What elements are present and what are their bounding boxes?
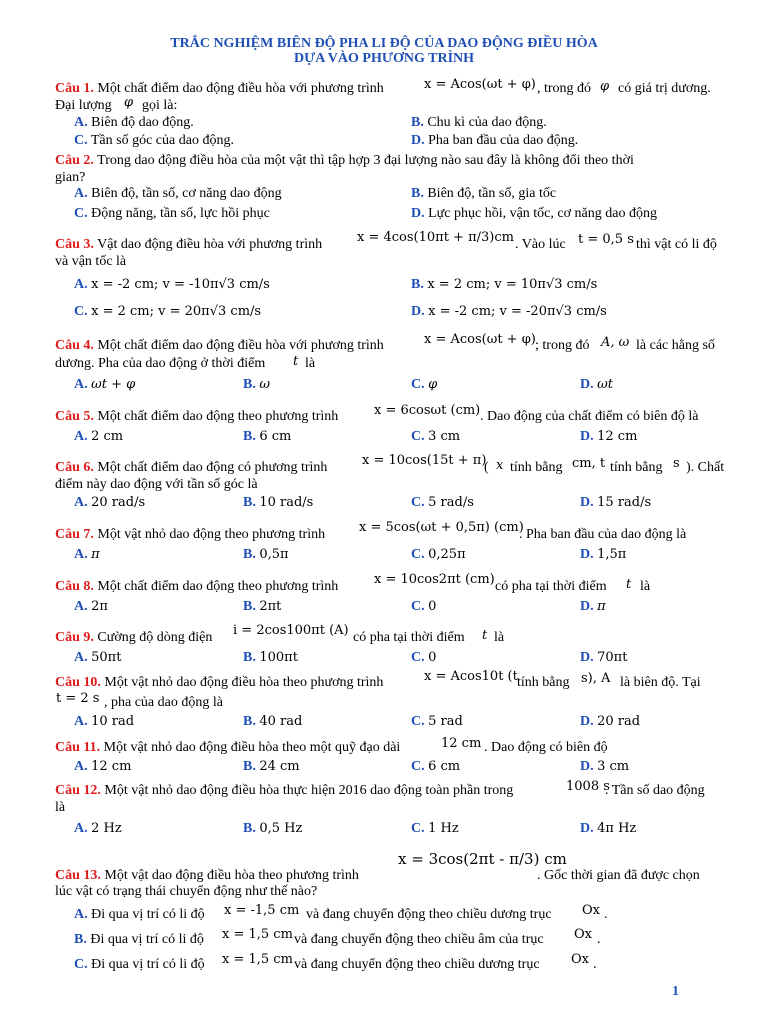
equation: x = -1,5 cm: [224, 903, 300, 918]
option-c: C. 0: [411, 599, 437, 614]
option-c: C. 0: [411, 650, 437, 665]
equation: x = 4cos(10πt + π/3)cm: [357, 230, 514, 245]
question-text: là: [640, 579, 651, 594]
option-b: B. 100πt: [243, 650, 298, 665]
option-text: và đang chuyển động theo chiều dương trục: [306, 907, 552, 922]
question-3: Câu 3. Vật dao động điều hòa với phương trình: [55, 237, 323, 252]
option-c: C. 5 rad: [411, 714, 463, 729]
equation: A, ω: [601, 335, 630, 350]
equation: x = 5cos(ωt + 0,5π) (cm): [359, 520, 524, 535]
option-c: C. 5 rad/s: [411, 495, 474, 510]
question-text: và vận tốc là: [55, 254, 127, 269]
option-b: B. Biên độ, tần số, gia tốc: [411, 186, 557, 201]
option-d: D. 70πt: [580, 650, 628, 665]
equation: x = 10cos(15t + π): [362, 453, 487, 468]
option-d: D. 4π Hz: [580, 821, 637, 836]
question-8: Câu 8. Một chất điểm dao động theo phương trình: [55, 579, 339, 594]
option-b: B. x = 2 cm; v = 10π√3 cm/s: [411, 277, 598, 292]
question-text: . Tần số dao động: [605, 783, 705, 798]
option-b: B. 2πt: [243, 599, 282, 614]
question-10: Câu 10. Một vật nhỏ dao động điều hòa theo phương trình: [55, 675, 384, 690]
option-b: B. ω: [243, 377, 270, 392]
question-1: [55, 80, 384, 97]
question-4: Câu 4. Một chất điểm dao động điều hòa với phương trình: [55, 338, 384, 353]
option-d: D. 20 rad: [580, 714, 641, 729]
equation: s: [673, 456, 680, 471]
document-subtitle: DỰA VÀO PHƯƠNG TRÌNH: [293, 51, 475, 66]
question-text: . Dao động của chất điểm có biên độ là: [480, 409, 699, 424]
option-c: C. 3 cm: [411, 429, 461, 444]
option-c: C. Động năng, tần số, lực hồi phục: [74, 206, 270, 221]
option-d: D. Pha ban đầu của dao động.: [411, 133, 579, 148]
question-text: ). Chất: [686, 460, 725, 475]
equation: s), A: [581, 671, 611, 686]
option-d: D. Lực phục hồi, vận tốc, cơ năng dao động: [411, 206, 657, 221]
question-text: . Dao động có biên độ: [484, 740, 608, 755]
question-text: thì vật có li độ: [636, 237, 717, 252]
question-13: Câu 13. Một vật dao động điều hòa theo phương trình: [55, 868, 359, 883]
option-a: A. 2 Hz: [74, 821, 122, 836]
document-title: TRẮC NGHIỆM BIÊN ĐỘ PHA LI ĐỘ CỦA DAO ĐỘNG ĐIỀU HÒA: [170, 36, 598, 51]
question-label: Câu 1.: [55, 81, 94, 96]
option-a: A. 10 rad: [74, 714, 135, 729]
question-text: là các hằng số: [636, 338, 715, 353]
equation: x = 1,5 cm: [222, 927, 293, 942]
question-text: , pha của dao động là: [104, 695, 223, 710]
question-2: Câu 2. Trong dao động điều hòa của một vật thì tập hợp 3 đại lượng nào sau đây là không đổi theo thời: [55, 153, 634, 168]
question-text: Đại lượng: [55, 98, 112, 113]
option-d: D. x = -2 cm; v = -20π√3 cm/s: [411, 304, 607, 319]
option-a: A. ωt + φ: [74, 377, 136, 392]
option-b: B. Đi qua vị trí có li độ: [74, 932, 204, 947]
question-6: Câu 6. Một chất điểm dao động có phương trình: [55, 460, 328, 475]
option-b: B. 40 rad: [243, 714, 303, 729]
option-a: A. 50πt: [74, 650, 122, 665]
option-a: A. x = -2 cm; v = -10π√3 cm/s: [74, 277, 270, 292]
option-a: A. Đi qua vị trí có li độ: [74, 907, 205, 922]
equation: Ox: [574, 927, 592, 942]
question-text: là: [305, 356, 316, 371]
option-c: C. 0,25π: [411, 547, 466, 562]
option-c: C. x = 2 cm; v = 20π√3 cm/s: [74, 304, 262, 319]
option-a: A. Biên độ dao động.: [74, 115, 194, 130]
option-d: D. π: [580, 599, 606, 614]
option-b: B. 10 rad/s: [243, 495, 314, 510]
equation: cm, t: [572, 456, 606, 471]
equation: x = 10cos2πt (cm): [374, 572, 495, 587]
option-text: và đang chuyển động theo chiều âm của trục: [294, 932, 544, 947]
option-b: B. 0,5π: [243, 547, 289, 562]
question-12: Câu 12. Một vật nhỏ dao động điều hòa thực hiện 2016 dao động toàn phần trong: [55, 783, 514, 798]
equation: i = 2cos100πt (A): [233, 623, 349, 638]
question-text: là: [494, 630, 505, 645]
question-text: có pha tại thời điểm: [495, 579, 607, 594]
page-number: 1: [672, 984, 679, 999]
option-text: .: [597, 932, 601, 947]
option-a: A. 12 cm: [74, 759, 132, 774]
option-d: D. 12 cm: [580, 429, 638, 444]
option-d: D. ωt: [580, 377, 613, 392]
question-text: là: [55, 800, 66, 815]
question-text: gọi là:: [142, 98, 178, 113]
equation: Ox: [571, 952, 589, 967]
question-9: Câu 9. Cường độ dòng điện: [55, 630, 213, 645]
question-text: lúc vật có trạng thái chuyển động như thế nào?: [55, 884, 318, 899]
option-b: B. 6 cm: [243, 429, 292, 444]
equation: φ: [124, 95, 134, 110]
equation: x = Acos10t (t: [424, 669, 518, 684]
option-c: C. Đi qua vị trí có li độ: [74, 957, 205, 972]
option-b: B. 24 cm: [243, 759, 300, 774]
equation: x = 3cos(2πt - π/3) cm: [398, 850, 567, 868]
option-d: D. 3 cm: [580, 759, 630, 774]
option-b: B. 0,5 Hz: [243, 821, 303, 836]
equation: φ: [600, 79, 610, 94]
question-text: điểm này dao động với tần số góc là: [55, 477, 258, 492]
option-d: D. 15 rad/s: [580, 495, 652, 510]
question-7: Câu 7. Một vật nhỏ dao động theo phương trình: [55, 527, 326, 542]
option-text: .: [604, 907, 608, 922]
option-a: A. Biên độ, tần số, cơ năng dao động: [74, 186, 282, 201]
equation: 1008 s: [566, 779, 610, 794]
option-c: C. φ: [411, 377, 438, 392]
option-a: A. 2 cm: [74, 429, 124, 444]
option-c: C. Tần số góc của dao động.: [74, 133, 234, 148]
equation: x: [496, 458, 504, 473]
option-d: D. 1,5π: [580, 547, 627, 562]
option-a: A. 20 rad/s: [74, 495, 146, 510]
question-11: Câu 11. Một vật nhỏ dao động điều hòa theo một quỹ đạo dài: [55, 740, 401, 755]
question-text: tính bằng: [517, 675, 570, 690]
question-text: . Pha ban đầu của dao động là: [519, 527, 687, 542]
question-text: ; trong đó: [535, 338, 590, 353]
question-text: có giá trị dương.: [618, 81, 711, 96]
question-text: . Vào lúc: [515, 237, 566, 252]
option-text: .: [593, 957, 597, 972]
option-b: B. Chu kì của dao động.: [411, 115, 547, 130]
question-text: dương. Pha của dao động ở thời điểm: [55, 356, 266, 371]
question-text: . Gốc thời gian đã được chọn: [537, 868, 700, 883]
option-c: C. 1 Hz: [411, 821, 459, 836]
option-a: A. π: [74, 547, 100, 562]
question-text: Một chất điểm dao động điều hòa với phương trình: [93, 81, 384, 96]
equation: t: [293, 354, 299, 369]
equation: x = 6cosωt (cm): [374, 403, 481, 418]
question-text: (: [484, 460, 489, 475]
option-text: và đang chuyển động theo chiều dương trục: [294, 957, 540, 972]
question-text: tính bằng: [610, 460, 663, 475]
equation: x = 1,5 cm: [222, 952, 293, 967]
question-text: , trong đó: [537, 81, 592, 96]
equation: t: [626, 577, 632, 592]
question-text: gian?: [55, 170, 86, 185]
question-text: có pha tại thời điểm: [353, 630, 465, 645]
question-5: Câu 5. Một chất điểm dao động theo phương trình: [55, 409, 339, 424]
equation: x = Acos(ωt + φ): [424, 332, 536, 347]
question-text: tính bằng: [510, 460, 563, 475]
option-c: C. 6 cm: [411, 759, 461, 774]
equation: x = Acos(ωt + φ): [424, 77, 536, 92]
equation: 12 cm: [441, 736, 482, 751]
equation: Ox: [582, 903, 600, 918]
option-a: A. 2π: [74, 599, 108, 614]
equation: t: [482, 628, 488, 643]
equation: t = 2 s: [56, 691, 100, 706]
equation: t = 0,5 s: [578, 232, 634, 247]
question-text: là biên độ. Tại: [620, 675, 701, 690]
